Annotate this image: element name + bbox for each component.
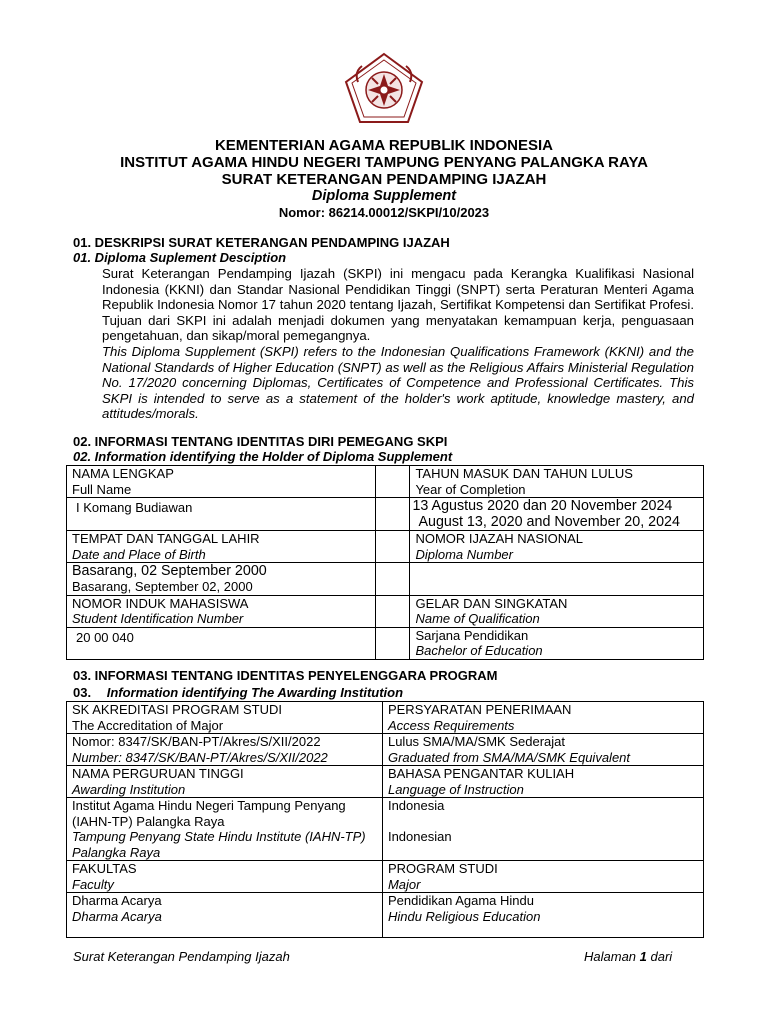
birth-label: TEMPAT DAN TANGGAL LAHIR	[72, 531, 260, 546]
degree-value: Sarjana Pendidikan	[415, 627, 529, 643]
table-row	[67, 595, 704, 627]
spacer-cell	[375, 563, 410, 596]
accreditation-value-en: Number: 8347/SK/BAN-PT/Akres/S/XII/2022	[72, 749, 328, 765]
requirement-value-cell	[382, 734, 703, 766]
table-row	[67, 627, 704, 659]
section1-title-en: 01. Diploma Suplement Desciption	[73, 250, 287, 265]
language-label-cell	[382, 766, 703, 798]
table-row	[67, 734, 704, 766]
section1-description-en: This Diploma Supplement (SKPI) refers to the Indonesian Qualifications Framework (KKNI) and the National Standards of Higher Education (SNPT) as well as the Religious Affairs Ministerial Regulation No. 17/2020 concerning Diplomas, Certificates of Competence and Professional Certificates. This SKPI is intended to serve as a statement of the holder's work aptitude, knowledge mastery, and attitudes/morals.	[102, 344, 694, 421]
institution-value: Institut Agama Hindu Negeri Tampung Penyang (IAHN-TP) Palangka Raya	[72, 798, 346, 829]
major-value-en: Hindu Religious Education	[387, 908, 541, 924]
footer-page-suffix: dari	[650, 949, 673, 964]
institution-table	[66, 701, 704, 938]
birth-label-en: Date and Place of Birth	[72, 546, 206, 562]
spacer-cell	[375, 498, 410, 531]
table-row	[67, 531, 704, 563]
section3-number: 03.	[73, 685, 92, 700]
section3-title: 03. INFORMASI TENTANG IDENTITAS PENYELENGGARA PROGRAM	[73, 668, 498, 683]
diploma-label: NOMOR IJAZAH NASIONAL	[415, 531, 584, 546]
faculty-value-en: Dharma Acarya	[72, 908, 162, 924]
language-value: Indonesia	[387, 798, 445, 813]
degree-value-en: Bachelor of Education	[415, 643, 543, 658]
table-row	[67, 466, 704, 498]
footer-page-number: 1	[639, 949, 647, 964]
requirement-value-en: Graduated from SMA/MA/SMK Equivalent	[387, 749, 631, 765]
requirement-label-cell	[382, 702, 703, 734]
nim-label-en: Student Identification Number	[72, 611, 244, 626]
table-row	[67, 798, 704, 861]
holder-identity-table	[66, 465, 704, 660]
footer-page-prefix: Halaman	[584, 949, 637, 964]
accreditation-value: Nomor: 8347/SK/BAN-PT/Akres/S/XII/2022	[72, 734, 321, 749]
nim-label: NOMOR INDUK MAHASISWA	[72, 595, 249, 611]
diploma-label-cell	[410, 531, 704, 563]
footer-page-indicator	[584, 949, 672, 964]
table-row	[67, 702, 704, 734]
nim-value-cell	[67, 627, 376, 659]
institution-value-en: Tampung Penyang State Hindu Institute (IAHN-TP) Palangka Raya	[72, 829, 366, 860]
name-value-cell	[67, 498, 376, 531]
major-label-cell	[382, 861, 703, 893]
spacer-cell	[375, 466, 410, 498]
nim-label-cell	[67, 595, 376, 627]
institution-value-cell	[67, 798, 383, 861]
table-row	[67, 893, 704, 938]
section3-title-en: Information identifying The Awarding Institution	[106, 685, 404, 700]
spacer-cell	[375, 627, 410, 659]
birth-value-cell	[67, 563, 376, 596]
institution-label-cell	[67, 766, 383, 798]
table-row	[67, 563, 704, 596]
requirement-label: PERSYARATAN PENERIMAAN	[387, 702, 572, 717]
name-label-en: Full Name	[72, 481, 132, 497]
language-label-en: Language of Instruction	[387, 781, 524, 797]
major-label: PROGRAM STUDI	[387, 861, 498, 876]
faculty-label-en: Faculty	[72, 876, 114, 892]
footer-document-name: Surat Keterangan Pendamping Ijazah	[73, 949, 290, 964]
language-value-en: Indonesian	[387, 828, 452, 844]
section2-title-en: 02. Information identifying the Holder of Diploma Supplement	[73, 449, 453, 464]
language-label: BAHASA PENGANTAR KULIAH	[387, 766, 575, 781]
nim-value: 20 00 040	[76, 629, 134, 645]
faculty-label-cell	[67, 861, 383, 893]
ministry-heading: KEMENTERIAN AGAMA REPUBLIK INDONESIA	[214, 137, 554, 154]
name-value: I Komang Budiawan	[76, 500, 193, 515]
year-value-cell	[410, 498, 704, 531]
accreditation-label-cell	[67, 702, 383, 734]
diploma-value-cell	[410, 563, 704, 596]
accreditation-value-cell	[67, 734, 383, 766]
section2-title: 02. INFORMASI TENTANG IDENTITAS DIRI PEMEGANG SKPI	[73, 434, 448, 449]
birth-value: Basarang, 02 September 2000	[72, 563, 267, 579]
major-value-cell	[382, 893, 703, 938]
table-row	[67, 861, 704, 893]
requirement-label-en: Access Requirements	[387, 717, 515, 733]
degree-value-cell	[410, 627, 704, 659]
accreditation-label-en: The Accreditation of Major	[72, 717, 224, 733]
year-label: TAHUN MASUK DAN TAHUN LULUS	[415, 466, 633, 481]
spacer-cell	[375, 595, 410, 627]
degree-label-cell	[410, 595, 704, 627]
faculty-label: FAKULTAS	[72, 861, 137, 876]
spacer-cell	[375, 531, 410, 563]
major-value: Pendidikan Agama Hindu	[387, 893, 534, 908]
birth-value-en: Basarang, September 02, 2000	[72, 579, 253, 594]
document-subtitle: Diploma Supplement	[311, 188, 457, 204]
language-value-cell	[382, 798, 703, 861]
name-label-cell	[67, 466, 376, 498]
institution-label-en: Awarding Institution	[72, 781, 186, 797]
diploma-label-en: Diploma Number	[415, 546, 513, 562]
major-label-en: Major	[387, 876, 421, 892]
birth-label-cell	[67, 531, 376, 563]
year-value: 13 Agustus 2020 dan 20 November 2024	[412, 498, 673, 514]
institute-heading: INSTITUT AGAMA HINDU NEGERI TAMPUNG PENYANG PALANGKA RAYA	[120, 154, 648, 171]
name-label: NAMA LENGKAP	[72, 466, 174, 481]
section3-title-en-line	[73, 685, 403, 700]
year-value-en: August 13, 2020 and November 20, 2024	[418, 514, 680, 530]
institution-seal-icon	[344, 52, 424, 124]
document-number: Nomor: 86214.00012/SKPI/10/2023	[278, 205, 490, 220]
faculty-value-cell	[67, 893, 383, 938]
institution-label: NAMA PERGURUAN TINGGI	[72, 766, 244, 781]
table-row	[67, 498, 704, 531]
degree-label-en: Name of Qualification	[415, 611, 540, 626]
table-row	[67, 766, 704, 798]
document-title: SURAT KETERANGAN PENDAMPING IJAZAH	[221, 171, 547, 188]
faculty-value: Dharma Acarya	[72, 893, 162, 908]
requirement-value: Lulus SMA/MA/SMK Sederajat	[387, 734, 565, 749]
section1-title: 01. DESKRIPSI SURAT KETERANGAN PENDAMPING IJAZAH	[73, 235, 450, 250]
accreditation-label: SK AKREDITASI PROGRAM STUDI	[72, 702, 282, 717]
year-label-cell	[410, 466, 704, 498]
section1-description: Surat Keterangan Pendamping Ijazah (SKPI) ini mengacu pada Kerangka Kualifikasi Nasional Indonesia (KKNI) dan Standar Nasional Pendidikan Tinggi (SNPT) serta Peraturan Menteri Agama Republik Indonesia Nomor 17 tahun 2020 tentang Ijazah, Sertifikat Kompetensi dan Sertifikat Profesi. Tujuan dari SKPI ini adalah menjadi dokumen yang menyatakan kemampuan kerja, penguasaan pengetahuan, dan sikap/moral pemegangnya.	[102, 266, 694, 343]
year-label-en: Year of Completion	[415, 481, 526, 497]
degree-label: GELAR DAN SINGKATAN	[415, 595, 568, 611]
